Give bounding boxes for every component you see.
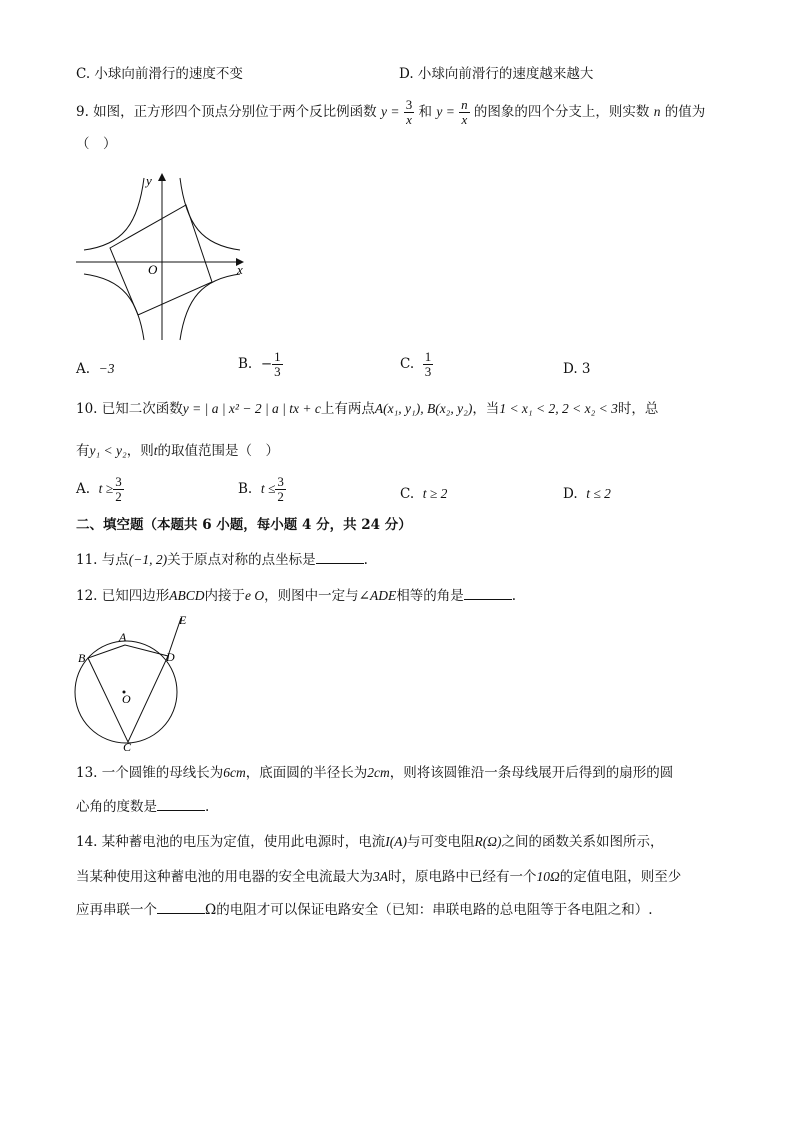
q11-stem: 11. 与点(−1, 2)关于原点对称的点坐标是 . <box>76 552 368 568</box>
q12-label-o: O <box>122 692 131 706</box>
q9-func1-lhs: y = <box>380 104 400 119</box>
q9-var-n: n <box>653 104 661 119</box>
q9-and: 和 <box>418 104 433 120</box>
q9-curve-q4 <box>180 274 240 340</box>
q12-label-e: E <box>179 613 187 627</box>
q9-func1-frac: $\frac{3}{x}$ <box>405 97 413 127</box>
q9-square <box>110 205 212 315</box>
q10-option-c: C. t ≥ 2 <box>400 486 448 502</box>
q10-points: A(x₁, y₁), B(x₂, y₂) <box>374 401 473 416</box>
q9-text-1: 9. 如图，正方形四个顶点分别位于两个反比例函数 <box>76 104 377 120</box>
q12-stem: 12. 已知四边形ABCD内接于e O，则图中一定与∠ADE相等的角是 . <box>76 588 516 604</box>
q12-label-a: A <box>119 630 127 644</box>
q14-answer-blank[interactable] <box>157 901 205 914</box>
q10-function: y = | a | x² − 2 | a | tx + c <box>182 401 321 416</box>
q9-y-arrow <box>158 173 166 181</box>
q8-option-d: D. 小球向前滑行的速度越来越大 <box>399 66 594 82</box>
q9-option-d: D. 3 <box>563 361 591 377</box>
q9-figure <box>72 170 252 345</box>
q13-stem-2: 心角的度数是 . <box>76 799 210 815</box>
q10-stem-1: 10. 已知二次函数y = | a | x² − 2 | a | tx + c上有两点A(x₁, y₁), B(x₂, y₂)，当1 < x₁ < 2, 2 < x₂ < 3时，总 <box>76 401 659 417</box>
q12-label-b: B <box>78 651 86 665</box>
q10-option-b: B. t ≤ $\frac{3}{2}$ <box>238 474 284 504</box>
q11-answer-blank[interactable] <box>316 551 364 564</box>
q10-stem-2: 有y₁ < y₂，则t的取值范围是（ ） <box>76 443 279 459</box>
q10-condition: 1 < x₁ < 2, 2 < x₂ < 3 <box>499 401 618 416</box>
q14-stem-2: 当某种使用这种蓄电池的用电器的安全电流最大为3A时，原电路中已经有一个10Ω的定值电阻，则至少 <box>76 869 682 885</box>
q9-func2-lhs: y = <box>436 104 455 119</box>
section-2-heading: 二、填空题（本题共 6 小题，每小题 4 分，共 24 分） <box>76 517 412 533</box>
q9-stem <box>76 98 705 127</box>
q9-curve-q2 <box>84 178 144 250</box>
q9-label-o: O <box>148 262 158 277</box>
q12-figure <box>70 612 210 752</box>
q9-text-3: 的值为 <box>664 104 706 120</box>
q9-option-c: C. $\frac{1}{3}$ <box>400 349 432 379</box>
q13-stem-1: 13. 一个圆锥的母线长为6cm，底面圆的半径长为2cm，则将该圆锥沿一条母线展开后得到的扇形的圆 <box>76 765 674 781</box>
q9-paren: （ ） <box>76 136 117 152</box>
q10-option-a: A. t ≥ $\frac{3}{2}$ <box>76 474 122 504</box>
q10-option-d: D. t ≤ 2 <box>563 486 611 502</box>
q14-stem-3: 应再串联一个 Ω的电阻才可以保证电路安全（已知：串联电路的总电阻等于各电阻之和）. <box>76 902 653 918</box>
q12-label-d: D <box>166 650 175 664</box>
q9-text-2: 的图象的四个分支上，则实数 <box>473 104 650 120</box>
q9-option-b: B. − $\frac{1}{3}$ <box>238 349 281 379</box>
q12-label-c: C <box>123 740 132 752</box>
q9-label-y: y <box>146 173 152 188</box>
q9-option-a: A. −3 <box>76 361 115 377</box>
q12-answer-blank[interactable] <box>464 587 512 600</box>
q9-func2-frac: $\frac{n}{x}$ <box>461 97 468 127</box>
q9-label-x: x <box>237 262 243 277</box>
q14-stem-1: 14. 某种蓄电池的电压为定值，使用此电源时，电流I(A)与可变电阻R(Ω)之间的函数关系如图所示， <box>76 834 664 850</box>
q13-answer-blank[interactable] <box>157 798 205 811</box>
q8-option-c: C. 小球向前滑行的速度不变 <box>76 66 243 82</box>
